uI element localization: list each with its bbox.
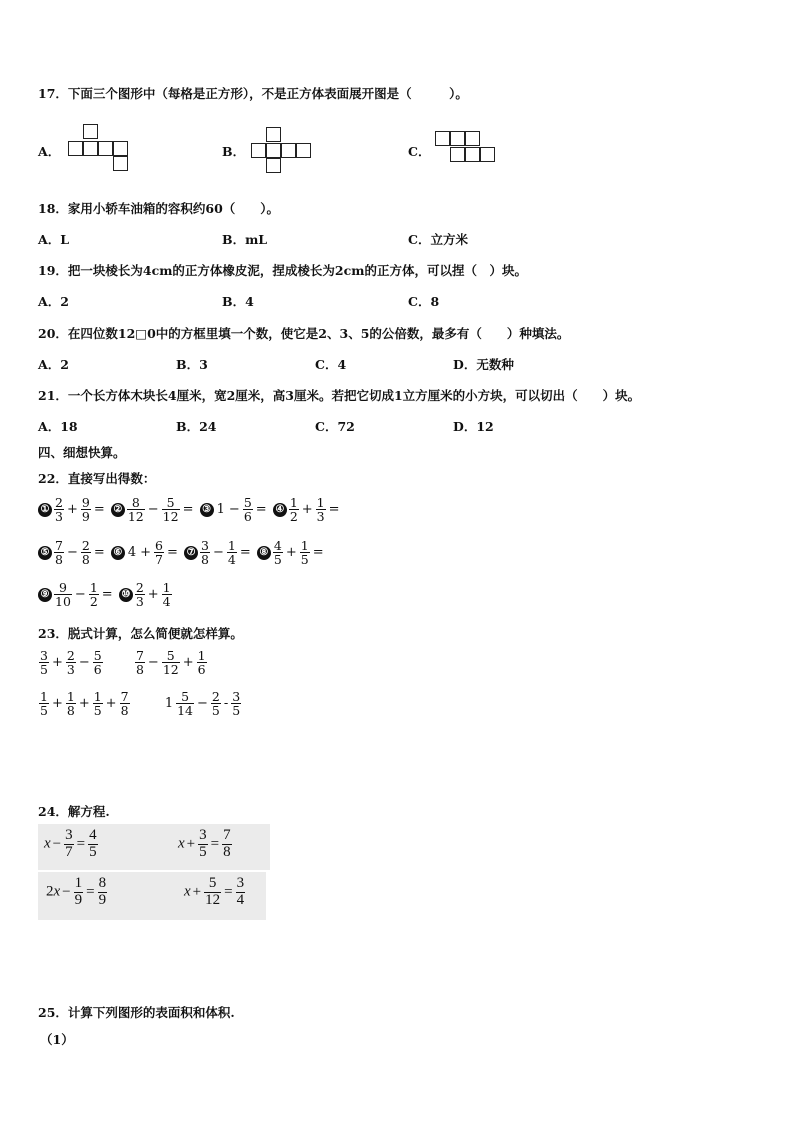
- fraction: $\frac{2}{3}$: [135, 580, 144, 610]
- q17-stem: 17．下面三个图形中（每格是正方形），不是正方体表面展开图是（ ）。: [38, 86, 468, 101]
- q18-option-b: B．mL: [222, 232, 268, 247]
- fraction: $\frac{5}{12}$: [162, 648, 179, 678]
- fraction: $\frac{1}{4}$: [162, 580, 171, 610]
- fraction: $\frac{1}{5}$: [300, 538, 309, 568]
- fraction: $\frac{9}{10}$: [55, 580, 71, 610]
- q25-stem: 25．计算下列图形的表面积和体积.: [38, 1005, 235, 1020]
- item-number: ③: [200, 503, 214, 517]
- fraction: $\frac{3}{5}$: [40, 648, 48, 678]
- q22-row-1: ① $\frac{2}{3}$ + $\frac{9}{9}$ = ② $\frac{8}{12}$ − $\frac{5}{12}$ = ③ 1 − $\frac{5}{6}$ = ④ $\frac{1}{2}$ + $\frac{1}{3}$ =: [38, 496, 342, 523]
- q21-option-c: C．72: [315, 419, 355, 434]
- q20-option-d: D．无数种: [453, 357, 514, 372]
- fraction: $\frac{2}{5}$: [211, 689, 220, 719]
- q21-stem: 21．一个长方体木块长4厘米，宽2厘米，高3厘米。若把它切成1立方厘米的小方块，可以切出（ ）块。: [38, 388, 641, 403]
- fraction: $\frac{1}{2}$: [289, 495, 298, 525]
- fraction: $\frac{2}{3}$: [55, 495, 63, 525]
- q22-row-2: ⑤ $\frac{7}{8}$ − $\frac{2}{8}$ = ⑥ 4 + $\frac{6}{7}$ = ⑦ $\frac{3}{8}$ − $\frac{1}{4}$ = ⑧ $\frac{4}{5}$ + $\frac{1}{5}$ =: [38, 539, 326, 566]
- q20-option-c: C．4: [315, 357, 347, 372]
- item-number: ④: [273, 503, 287, 517]
- fraction: $\frac{5}{14}$: [177, 689, 193, 719]
- q24-equation-1: x − $\frac{3}{7}$ = $\frac{4}{5}$: [44, 827, 97, 860]
- q18-stem: 18．家用小轿车油箱的容积约60（ ）。: [38, 201, 280, 216]
- fraction: $\frac{9}{9}$: [81, 495, 90, 525]
- q20-stem: 20．在四位数12□0中的方框里填一个数，使它是2、3、5的公倍数，最多有（ ）种填法。: [38, 326, 570, 341]
- fraction: $\frac{1}{5}$: [40, 689, 48, 719]
- item-number: ②: [111, 503, 125, 517]
- q18-option-c: C．立方米: [408, 232, 468, 247]
- q24-equation-4: x + $\frac{5}{12}$ = $\frac{3}{4}$: [184, 875, 245, 908]
- fraction: $\frac{1}{5}$: [93, 689, 102, 719]
- q24-equation-2: x + $\frac{3}{5}$ = $\frac{7}{8}$: [178, 827, 231, 860]
- q21-option-b: B．24: [176, 419, 217, 434]
- fraction: $\frac{1}{6}$: [197, 648, 206, 678]
- fraction: $\frac{3}{5}$: [232, 689, 241, 719]
- fraction: $\frac{5}{6}$: [93, 648, 102, 678]
- q23-row-1: $\frac{3}{5}$ + $\frac{2}{3}$ − $\frac{5}{6}$ $\frac{7}{8}$ − $\frac{5}{12}$ + $\frac{1}{6}$: [40, 648, 206, 678]
- item-number: ⑤: [38, 546, 52, 560]
- fraction: $\frac{7}{8}$: [55, 538, 63, 568]
- q19-stem: 19．把一块棱长为4cm的正方体橡皮泥，捏成棱长为2cm的正方体，可以捏（ ）块。: [38, 263, 527, 278]
- section-heading: 四、细想快算。: [38, 445, 126, 460]
- fraction: $\frac{3}{8}$: [201, 538, 209, 568]
- q17-option-c: C．: [408, 144, 431, 159]
- q17-option-a: A．: [38, 144, 61, 159]
- fraction: $\frac{5}{12}$: [162, 495, 179, 525]
- fraction: $\frac{5}{6}$: [243, 495, 252, 525]
- fraction: $\frac{1}{8}$: [66, 689, 75, 719]
- q22-stem: 22．直接写出得数：: [38, 471, 156, 486]
- fraction: $\frac{7}{8}$: [135, 648, 144, 678]
- item-number: ⑧: [257, 546, 271, 560]
- q21-option-d: D．12: [453, 419, 494, 434]
- q20-option-a: A．2: [38, 357, 69, 372]
- item-number: ⑨: [38, 588, 52, 602]
- fraction: $\frac{1}{2}$: [89, 580, 98, 610]
- fraction: $\frac{1}{4}$: [227, 538, 236, 568]
- q19-option-b: B．4: [222, 294, 254, 309]
- q20-option-b: B．3: [176, 357, 208, 372]
- fraction: $\frac{4}{5}$: [273, 538, 282, 568]
- item-number: ⑩: [119, 588, 133, 602]
- q24-stem: 24．解方程.: [38, 804, 110, 819]
- item-number: ⑦: [184, 546, 198, 560]
- item-number: ⑥: [111, 546, 125, 560]
- q18-option-a: A．L: [38, 232, 69, 247]
- fraction: $\frac{1}{3}$: [316, 495, 325, 525]
- fraction: $\frac{2}{3}$: [66, 648, 75, 678]
- q21-option-a: A．18: [38, 419, 78, 434]
- q25-sub-item: （1）: [40, 1032, 74, 1047]
- fraction: $\frac{8}{12}$: [127, 495, 144, 525]
- q24-equation-3: 2x − $\frac{1}{9}$ = $\frac{8}{9}$: [46, 875, 107, 908]
- q22-row-3: ⑨ $\frac{9}{10}$ − $\frac{1}{2}$ = ⑩ $\frac{2}{3}$ + $\frac{1}{4}$: [38, 581, 173, 608]
- item-number: ①: [38, 503, 52, 517]
- q23-stem: 23．脱式计算，怎么简便就怎样算。: [38, 626, 243, 641]
- q17-option-b: B．: [222, 144, 246, 159]
- fraction: $\frac{6}{7}$: [155, 538, 163, 568]
- fraction: $\frac{7}{8}$: [120, 689, 129, 719]
- fraction: $\frac{2}{8}$: [81, 538, 90, 568]
- q19-option-c: C．8: [408, 294, 440, 309]
- q19-option-a: A．2: [38, 294, 69, 309]
- q23-row-2: $\frac{1}{5}$ + $\frac{1}{8}$ + $\frac{1}{5}$ + $\frac{7}{8}$ 1 $\frac{5}{14}$ − $\frac{2}{5}$ - $\frac{3}{5}$: [40, 689, 241, 719]
